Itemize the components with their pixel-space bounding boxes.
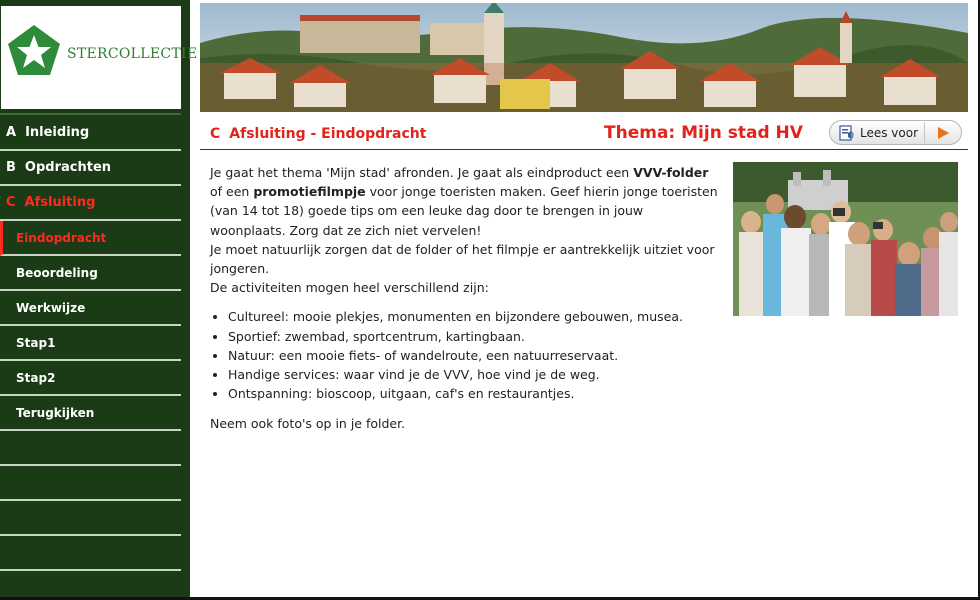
header-divider: [200, 149, 968, 150]
nav-empty-row: [0, 536, 181, 571]
list-item: • Sportief: zwembad, sportcentrum, kartingbaan.: [228, 327, 722, 346]
nav-item-inleiding[interactable]: [0, 116, 181, 151]
nav-letter: A: [6, 125, 17, 140]
section-title-text: Afsluiting - Eindopdracht: [229, 126, 427, 142]
nav-label: Opdrachten: [24, 160, 112, 175]
nav-item-terugkijken[interactable]: [0, 396, 181, 431]
nav-label: Stap2: [16, 370, 56, 385]
paragraph: Je moet natuurlijk zorgen dat de folder of het filmpje er aantrekkelijk uitziet voor jongeren.: [210, 241, 715, 277]
button-divider: [924, 122, 925, 143]
star-logo-icon: [5, 24, 63, 82]
nav-label: Werkwijze: [16, 300, 86, 315]
intro-paragraph: [210, 163, 722, 240]
closing-paragraph: Neem ook foto's op in je folder.: [210, 416, 406, 432]
section-letter: C: [210, 126, 221, 142]
list-item: • Natuur: een mooie fiets- of wandelroute, een natuurreservaat.: [228, 346, 722, 365]
logo-text: STERCOLLECTIE: [67, 46, 198, 62]
sidebar: [0, 0, 198, 600]
nav-label: Terugkijken: [16, 405, 95, 420]
banner-image: [200, 3, 968, 112]
nav-label: Afsluiting: [24, 195, 96, 210]
list-item: • Handige services: waar vind je de VVV, hoe vind je de weg.: [228, 365, 722, 384]
activity-list: [210, 307, 722, 403]
read-aloud-label: Lees voor: [860, 125, 919, 140]
bold-text: VVV-folder: [633, 165, 709, 180]
nav-item-stap1[interactable]: [0, 326, 181, 361]
nav-label: Beoordeling: [16, 265, 98, 280]
nav-label: Eindopdracht: [16, 230, 107, 245]
page-title: [210, 126, 426, 142]
read-aloud-icon: [839, 125, 855, 141]
paragraph: De activiteiten mogen heel verschillend zijn:: [210, 280, 489, 296]
text: of een: [210, 184, 254, 200]
nav-letter: C: [6, 195, 16, 210]
read-aloud-button[interactable]: [829, 120, 962, 145]
nav-empty-row: [0, 466, 181, 501]
nav-label: Stap1: [16, 335, 56, 350]
tourists-photo: [733, 162, 958, 316]
nav-label: Inleiding: [25, 125, 90, 140]
nav-item-eindopdracht[interactable]: [0, 221, 181, 256]
nav-letter: B: [6, 160, 16, 175]
play-icon[interactable]: [938, 127, 949, 139]
sidebar-nav: [0, 116, 181, 571]
nav-item-opdrachten[interactable]: [0, 151, 181, 186]
text: voor jonge toeristen maken. Geef hierin jonge toeristen (van 14 tot 18) goede tips om een leuke dag door te brengen in jouw woonplaats. Zorg dat ze zich niet vervelen!: [210, 184, 718, 238]
nav-empty-row: [0, 501, 181, 536]
list-item: • Cultureel: mooie plekjes, monumenten en bijzondere gebouwen, musea.: [228, 307, 722, 326]
text: Je gaat het thema 'Mijn stad' afronden. Je gaat als eindproduct een: [210, 165, 634, 180]
logo-divider: [0, 113, 181, 115]
logo[interactable]: [1, 6, 198, 109]
nav-item-werkwijze[interactable]: [0, 291, 181, 326]
main-content: [210, 163, 722, 434]
nav-item-stap2[interactable]: [0, 361, 181, 396]
nav-empty-row: [0, 431, 181, 466]
list-item: • Ontspanning: bioscoop, uitgaan, caf's en restaurantjes.: [228, 384, 722, 403]
nav-item-afsluiting[interactable]: [0, 186, 181, 221]
theme-title: Thema: Mijn stad HV: [604, 123, 803, 143]
bold-text: promotiefilmpje: [253, 184, 366, 200]
nav-item-beoordeling[interactable]: [0, 256, 181, 291]
